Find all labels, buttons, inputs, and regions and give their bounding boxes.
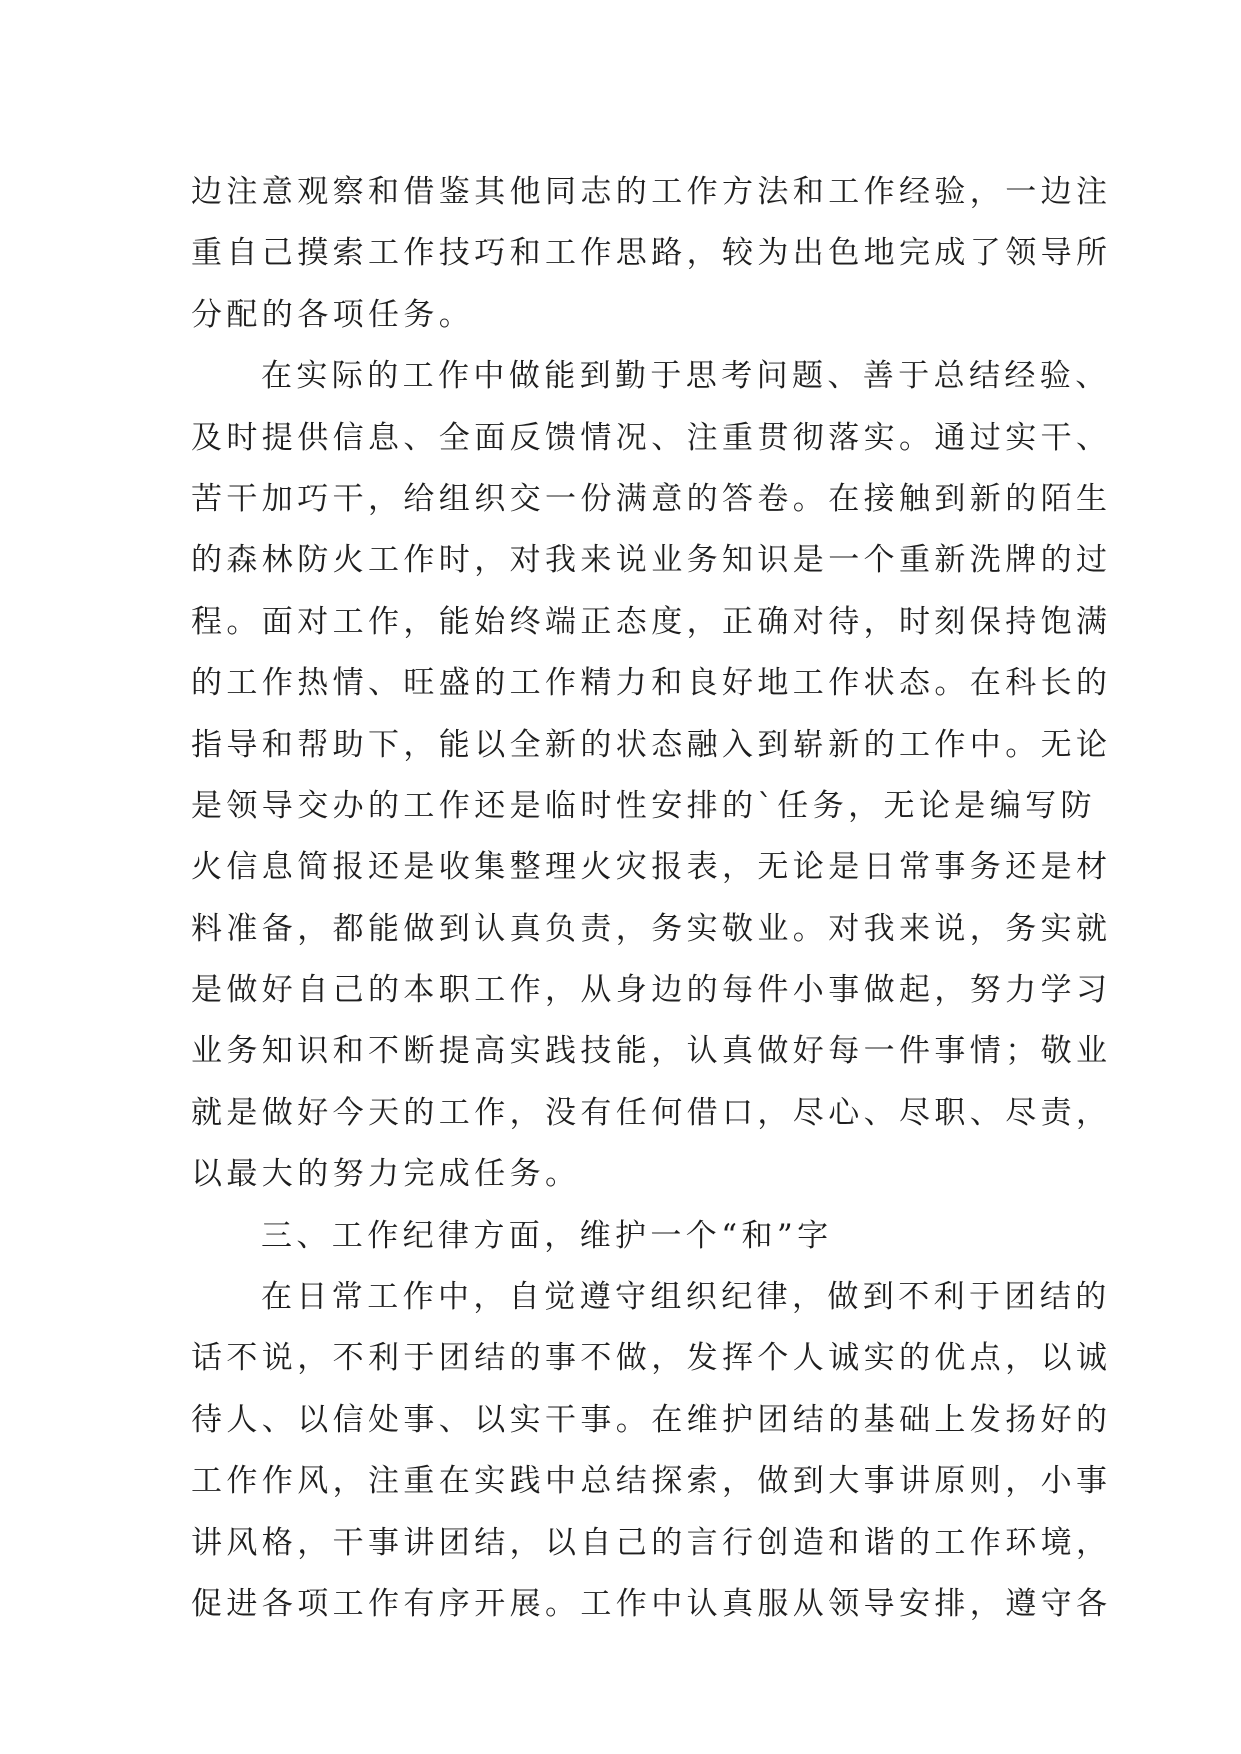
text-line: 在日常工作中，自觉遵守组织纪律，做到不利于团结的 [261, 1279, 1111, 1316]
text-line: 三、工作纪律方面，维护一个“和”字 [261, 1217, 833, 1254]
text-line: 工作作风，注重在实践中总结探索，做到大事讲原则，小事 [191, 1463, 1112, 1500]
text-line: 指导和帮助下，能以全新的状态融入到崭新的工作中。无论 [191, 726, 1112, 763]
text-line: 在实际的工作中做能到勤于思考问题、善于总结经验、 [261, 358, 1111, 395]
text-line: 促进各项工作有序开展。工作中认真服从领导安排，遵守各 [191, 1585, 1112, 1622]
text-line: 业务知识和不断提高实践技能，认真做好每一件事情；敬业 [191, 1033, 1112, 1070]
text-line: 的工作热情、旺盛的工作精力和良好地工作状态。在科长的 [191, 665, 1112, 702]
document-body [191, 162, 1112, 1635]
text-line: 及时提供信息、全面反馈情况、注重贯彻落实。通过实干、 [191, 419, 1112, 456]
text-line: 重自己摸索工作技巧和工作思路，较为出色地完成了领导所 [191, 235, 1112, 272]
text-line: 是做好自己的本职工作，从身边的每件小事做起，努力学习 [191, 972, 1112, 1009]
text-line: 待人、以信处事、以实干事。在维护团结的基础上发扬好的 [191, 1401, 1112, 1438]
text-line: 料准备，都能做到认真负责，务实敬业。对我来说，务实就 [191, 910, 1112, 947]
text-line: 的森林防火工作时，对我来说业务知识是一个重新洗牌的过 [191, 542, 1112, 579]
text-line: 以最大的努力完成任务。 [191, 1156, 581, 1193]
text-line: 边注意观察和借鉴其他同志的工作方法和工作经验，一边注 [191, 174, 1112, 210]
text-line: 讲风格，干事讲团结，以自己的言行创造和谐的工作环境， [191, 1524, 1112, 1561]
text-line: 分配的各项任务。 [191, 296, 475, 333]
text-line: 火信息简报还是收集整理火灾报表，无论是日常事务还是材 [191, 849, 1112, 886]
text-line: 程。面对工作，能始终端正态度，正确对待，时刻保持饱满 [191, 603, 1112, 640]
text-line: 就是做好今天的工作，没有任何借口，尽心、尽职、尽责， [191, 1094, 1112, 1131]
text-line: 苦干加巧干，给组织交一份满意的答卷。在接触到新的陌生 [191, 480, 1112, 517]
text-line: 是领导交办的工作还是临时性安排的`任务，无论是编写防 [191, 787, 1096, 824]
text-line: 话不说，不利于团结的事不做，发挥个人诚实的优点，以诚 [191, 1340, 1112, 1377]
